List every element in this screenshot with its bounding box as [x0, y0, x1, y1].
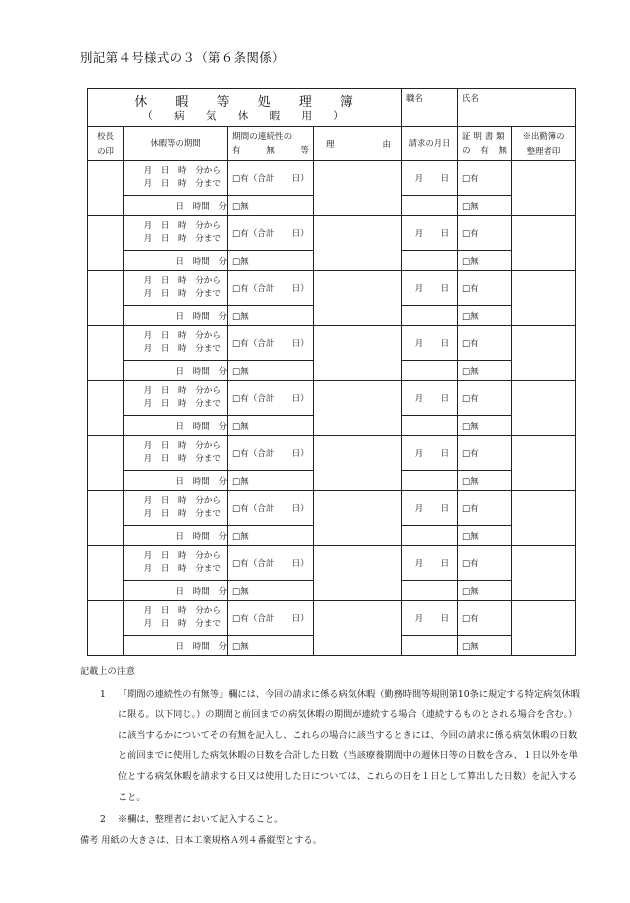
duration-cell[interactable]: 日 時間 分: [124, 306, 228, 326]
certificate-yes-checkbox[interactable]: □有: [458, 601, 512, 636]
name-field[interactable]: [458, 89, 576, 127]
continuity-yes-checkbox[interactable]: □有（合計 日）: [228, 271, 314, 306]
continuity-yes-checkbox[interactable]: □有（合計 日）: [228, 161, 314, 196]
attendance-clerk-seal-cell[interactable]: [512, 161, 576, 216]
certificate-no-checkbox[interactable]: □無: [458, 416, 512, 436]
attendance-clerk-seal-cell[interactable]: [512, 271, 576, 326]
table-row: [88, 436, 576, 471]
note-item-1: [80, 685, 580, 809]
continuity-yes-checkbox[interactable]: □有（合計 日）: [228, 601, 314, 636]
principal-seal-cell[interactable]: [88, 161, 124, 216]
period-from: 月 日 時 分から: [143, 331, 221, 341]
note-number: 1: [100, 688, 106, 700]
request-date-cell[interactable]: 月 日: [402, 161, 458, 196]
reason-cell[interactable]: [314, 436, 402, 491]
period-from: 月 日 時 分から: [143, 166, 221, 176]
table-row: [88, 546, 576, 581]
form-number-heading: 別記第４号様式の３（第６条関係）: [80, 50, 285, 65]
reason-cell[interactable]: [314, 326, 402, 381]
duration-cell[interactable]: 日 時間 分: [124, 416, 228, 436]
header-reason: 理 由: [314, 127, 402, 161]
reason-cell[interactable]: [314, 491, 402, 546]
period-to: 月 日 時 分まで: [143, 234, 221, 244]
continuity-no-checkbox[interactable]: □無: [228, 416, 314, 436]
period-to: 月 日 時 分まで: [143, 454, 221, 464]
notes-section: [80, 662, 580, 851]
form-title-cell: [88, 89, 402, 127]
header-leave-period: 休暇等の期間: [124, 127, 228, 161]
period-to: 月 日 時 分まで: [143, 399, 221, 409]
principal-seal-cell[interactable]: [88, 271, 124, 326]
continuity-yes-checkbox[interactable]: □有（合計 日）: [228, 546, 314, 581]
continuity-yes-checkbox[interactable]: □有（合計 日）: [228, 491, 314, 526]
period-from: 月 日 時 分から: [143, 551, 221, 561]
request-date-blank-cell: [402, 251, 458, 271]
header-attendance-clerk: ※出勤簿の 整理者印: [512, 127, 576, 161]
principal-seal-cell[interactable]: [88, 546, 124, 601]
request-date-cell[interactable]: 月 日: [402, 326, 458, 361]
remark-line: [80, 831, 580, 852]
leave-period-cell[interactable]: [124, 601, 228, 636]
continuity-no-checkbox[interactable]: □無: [228, 196, 314, 216]
certificate-yes-checkbox[interactable]: □有: [458, 326, 512, 361]
header-principal-seal: 校長 の印: [88, 127, 124, 161]
header-request-date: 請求の月日: [402, 127, 458, 161]
request-date-cell[interactable]: 月 日: [402, 546, 458, 581]
certificate-no-checkbox[interactable]: □無: [458, 526, 512, 546]
header-certificate: 証 明 書 類 の 有 無: [458, 127, 512, 161]
reason-cell[interactable]: [314, 216, 402, 271]
period-to: 月 日 時 分まで: [143, 344, 221, 354]
duration-cell[interactable]: 日 時間 分: [124, 196, 228, 216]
request-date-cell[interactable]: 月 日: [402, 491, 458, 526]
continuity-yes-checkbox[interactable]: □有（合計 日）: [228, 326, 314, 361]
duration-cell[interactable]: 日 時間 分: [124, 361, 228, 381]
leave-record-table: [87, 88, 576, 656]
table-row: [88, 216, 576, 251]
certificate-no-checkbox[interactable]: □無: [458, 251, 512, 271]
certificate-no-checkbox[interactable]: □無: [458, 636, 512, 656]
request-date-cell[interactable]: 月 日: [402, 436, 458, 471]
request-date-cell[interactable]: 月 日: [402, 271, 458, 306]
certificate-no-checkbox[interactable]: □無: [458, 581, 512, 601]
request-date-blank-cell: [402, 471, 458, 491]
table-row: [88, 161, 576, 196]
attendance-clerk-seal-cell[interactable]: [512, 491, 576, 546]
header-continuity: 期間の連続性の 有 無 等: [228, 127, 314, 161]
name-label: 氏名: [462, 94, 480, 104]
period-from: 月 日 時 分から: [143, 276, 221, 286]
duration-cell[interactable]: 日 時間 分: [124, 581, 228, 601]
continuity-no-checkbox[interactable]: □無: [228, 306, 314, 326]
leave-period-cell[interactable]: [124, 271, 228, 306]
form-title: 休 暇 等 処 理 簿: [134, 95, 365, 110]
request-date-blank-cell: [402, 196, 458, 216]
period-from: 月 日 時 分から: [143, 441, 221, 451]
note-number: 2: [100, 814, 106, 826]
table-row: [88, 271, 576, 306]
certificate-yes-checkbox[interactable]: □有: [458, 491, 512, 526]
remark-label: 備考: [80, 834, 99, 846]
duration-cell[interactable]: 日 時間 分: [124, 636, 228, 656]
table-row: [88, 381, 576, 416]
attendance-clerk-seal-cell[interactable]: [512, 216, 576, 271]
certificate-no-checkbox[interactable]: □無: [458, 471, 512, 491]
leave-period-cell[interactable]: [124, 216, 228, 251]
period-to: 月 日 時 分まで: [143, 179, 221, 189]
continuity-no-checkbox[interactable]: □無: [228, 581, 314, 601]
note-text: ※欄は、整理者において記入すること。: [118, 814, 284, 826]
reason-cell[interactable]: [314, 381, 402, 436]
principal-seal-cell[interactable]: [88, 381, 124, 436]
period-to: 月 日 時 分まで: [143, 564, 221, 574]
request-date-blank-cell: [402, 416, 458, 436]
form-subtitle: （ 病 気 休 暇 用 ）: [142, 110, 353, 122]
note-item-2: [80, 810, 580, 831]
table-row: [88, 491, 576, 526]
continuity-no-checkbox[interactable]: □無: [228, 636, 314, 656]
principal-seal-cell[interactable]: [88, 436, 124, 491]
job-title-field[interactable]: [402, 89, 458, 127]
attendance-clerk-seal-cell[interactable]: [512, 381, 576, 436]
period-to: 月 日 時 分まで: [143, 619, 221, 629]
attendance-clerk-seal-cell[interactable]: [512, 546, 576, 601]
leave-period-cell[interactable]: [124, 436, 228, 471]
period-from: 月 日 時 分から: [143, 386, 221, 396]
certificate-yes-checkbox[interactable]: □有: [458, 216, 512, 251]
request-date-blank-cell: [402, 636, 458, 656]
request-date-cell[interactable]: 月 日: [402, 601, 458, 636]
table-row: [88, 601, 576, 636]
continuity-no-checkbox[interactable]: □無: [228, 361, 314, 381]
principal-seal-cell[interactable]: [88, 216, 124, 271]
principal-seal-cell[interactable]: [88, 491, 124, 546]
notes-heading: 記載上の注意: [80, 666, 136, 677]
continuity-yes-checkbox[interactable]: □有（合計 日）: [228, 216, 314, 251]
request-date-blank-cell: [402, 581, 458, 601]
reason-cell[interactable]: [314, 161, 402, 216]
attendance-clerk-seal-cell[interactable]: [512, 326, 576, 381]
reason-cell[interactable]: [314, 601, 402, 656]
period-to: 月 日 時 分まで: [143, 289, 221, 299]
duration-cell[interactable]: 日 時間 分: [124, 526, 228, 546]
principal-seal-cell[interactable]: [88, 326, 124, 381]
continuity-yes-checkbox[interactable]: □有（合計 日）: [228, 381, 314, 416]
certificate-no-checkbox[interactable]: □無: [458, 196, 512, 216]
certificate-yes-checkbox[interactable]: □有: [458, 381, 512, 416]
leave-period-cell[interactable]: [124, 546, 228, 581]
reason-cell[interactable]: [314, 546, 402, 601]
leave-period-cell[interactable]: [124, 161, 228, 196]
duration-cell[interactable]: 日 時間 分: [124, 471, 228, 491]
request-date-cell[interactable]: 月 日: [402, 381, 458, 416]
leave-period-cell[interactable]: [124, 491, 228, 526]
period-to: 月 日 時 分まで: [143, 509, 221, 519]
certificate-yes-checkbox[interactable]: □有: [458, 161, 512, 196]
leave-period-cell[interactable]: [124, 326, 228, 361]
remark-text: 用紙の大きさは、日本工業規格Ａ列４番縦型とする。: [101, 834, 322, 846]
period-from: 月 日 時 分から: [143, 496, 221, 506]
request-date-blank-cell: [402, 361, 458, 381]
reason-cell[interactable]: [314, 271, 402, 326]
leave-period-cell[interactable]: [124, 381, 228, 416]
duration-cell[interactable]: 日 時間 分: [124, 251, 228, 271]
certificate-no-checkbox[interactable]: □無: [458, 361, 512, 381]
continuity-yes-checkbox[interactable]: □有（合計 日）: [228, 436, 314, 471]
certificate-yes-checkbox[interactable]: □有: [458, 271, 512, 306]
period-from: 月 日 時 分から: [143, 606, 221, 616]
attendance-clerk-seal-cell[interactable]: [512, 601, 576, 656]
continuity-no-checkbox[interactable]: □無: [228, 526, 314, 546]
request-date-blank-cell: [402, 526, 458, 546]
note-text: 「期間の連続性の有無等」欄には、今回の請求に係る病気休暇（勤務時間等規則第10条に規定する特定病気休暇に限る。以下同じ。）の期間と前回までの病気休暇の期間が連続する場合（連続するものとされる場合を含む。）に該当するかについてその有無を記入し、これらの場合に該当するときには、今回の請求に係る病気休暇の日数と前回までに使用した病気休暇の日数を合計した日数（当該療養期間中の週休日等の日数を含み、１日以外を単位とする病気休暇を請求する日又は使用した日については、これらの日を１日として算出した日数）を記入すること。: [118, 688, 580, 803]
table-row: [88, 326, 576, 361]
principal-seal-cell[interactable]: [88, 601, 124, 656]
certificate-yes-checkbox[interactable]: □有: [458, 546, 512, 581]
certificate-no-checkbox[interactable]: □無: [458, 306, 512, 326]
certificate-yes-checkbox[interactable]: □有: [458, 436, 512, 471]
continuity-no-checkbox[interactable]: □無: [228, 471, 314, 491]
period-from: 月 日 時 分から: [143, 221, 221, 231]
request-date-cell[interactable]: 月 日: [402, 216, 458, 251]
continuity-no-checkbox[interactable]: □無: [228, 251, 314, 271]
attendance-clerk-seal-cell[interactable]: [512, 436, 576, 491]
job-title-label: 職名: [406, 94, 424, 104]
request-date-blank-cell: [402, 306, 458, 326]
